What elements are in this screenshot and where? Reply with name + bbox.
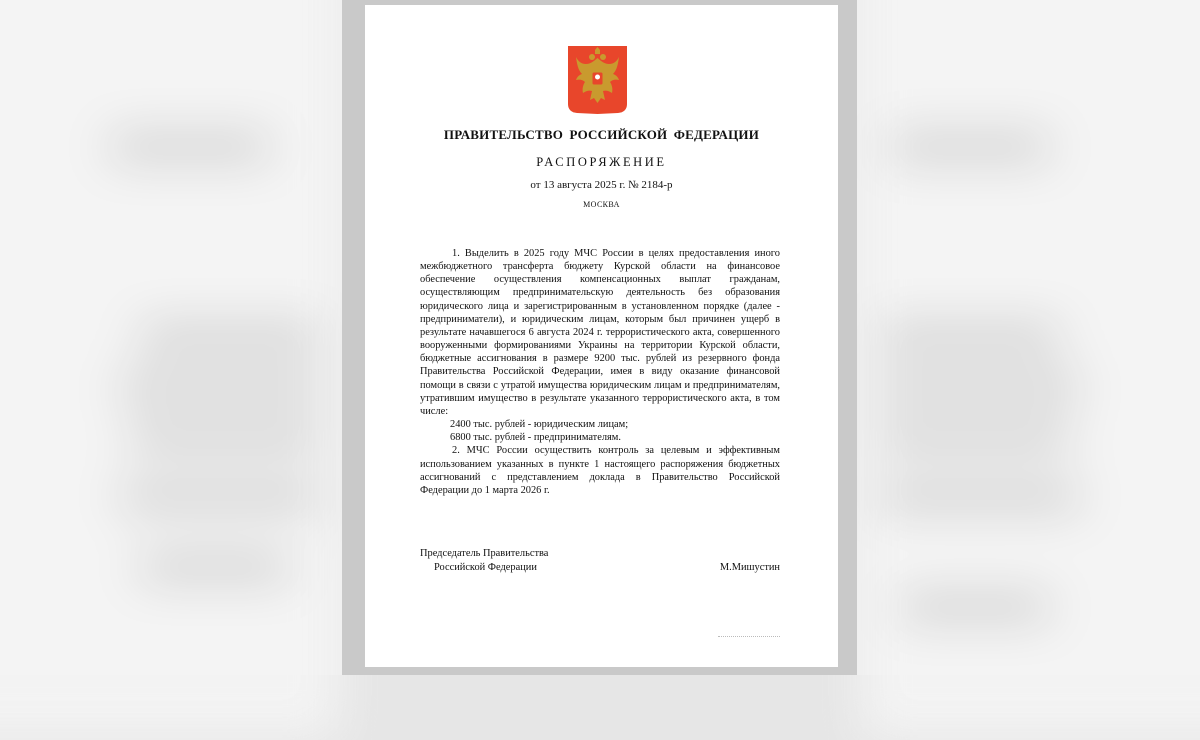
blurred-right-copy (860, 0, 1200, 675)
blurred-left-copy (0, 0, 340, 675)
document-type: РАСПОРЯЖЕНИЕ (536, 155, 667, 169)
document-city: МОСКВА (583, 200, 620, 209)
signatory-position-line2: Российской Федерации (434, 561, 537, 573)
signatory-position-line1: Председатель Правительства (420, 548, 549, 559)
paragraph-2: 2. МЧС России осуществить контроль за целевым и эффективным использованием указанных в пункте 1 настоящего распоряжения бюджетных ассигнований с представлением доклада в Правительство Российской Федерации до 1 марта 2026 г. (420, 445, 780, 496)
footer-mark (718, 636, 780, 638)
paragraph-1: 1. Выделить в 2025 году МЧС России в целях предоставления иного межбюджетного трансферта бюджету Курской области на финансовое обеспечение осуществления компенсационных выплат гражданам, осуществляющим предпринимательскую деятельность без образования юридического лица и зарегистрированным в установленном порядке (далее - предприниматели), и юридическим лицам, которым был причинен ущерб в результате начавшегося 6 августа 2024 г. террористического акта, совершенного вооруженными формированиями Украины на территории Курской области, бюджетные ассигнования в размере 9200 тыс. рублей из резервного фонда Правительства Российской Федерации, имея в виду оказание финансовой помощи в связи с утратой имущества юридическим лицам и предпринимателям, утратившим имущество в результате указанного террористического акта, в том числе: (420, 248, 780, 417)
paragraph-sub-1: 2400 тыс. рублей - юридическим лицам; (450, 419, 629, 431)
document-date-number: от 13 августа 2025 г. № 2184-р (530, 179, 673, 191)
document-page (365, 5, 838, 667)
document-body (420, 247, 780, 497)
signature-block (420, 547, 780, 574)
coat-of-arms-icon (568, 46, 627, 114)
signatory-name: М.Мишустин (719, 561, 780, 573)
paragraph-sub-2: 6800 тыс. рублей - предпринимателям. (450, 432, 621, 444)
government-title: ПРАВИТЕЛЬСТВО РОССИЙСКОЙ ФЕДЕРАЦИИ (443, 127, 760, 142)
